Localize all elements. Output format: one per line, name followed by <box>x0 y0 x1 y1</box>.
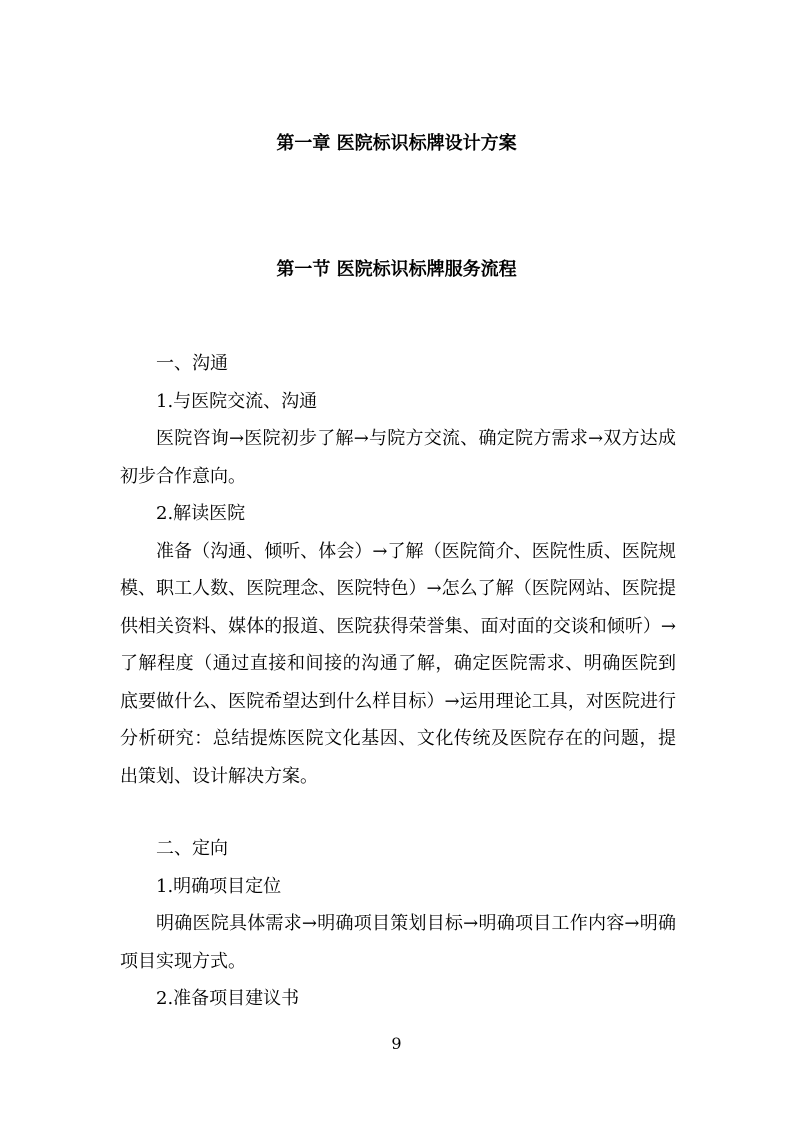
section-title: 第一节 医院标识标牌服务流程 <box>276 259 517 280</box>
part1-sub2-heading: 2.解读医院 <box>156 503 246 524</box>
part2-heading: 二、定向 <box>156 838 228 859</box>
part1-sub2-paragraph: 准备（沟通、倾听、体会）→了解（医院简介、医院性质、医院规模、职工人数、医院理念、医院特色）→怎么了解（医院网站、医院提供相关资料、媒体的报道、医院获得荣誉集、面对面的交谈和倾听）→了解程度（通过直接和间接的沟通了解，确定医院需求、明确医院到底要做什么、医院希望达到什么样目标）→运用理论工具，对医院进行分析研究：总结提炼医院文化基因、文化传统及医院存在的问题，提出策划、设计解决方案。 <box>120 540 676 787</box>
part2-sub1-paragraph: 明确医院具体需求→明确项目策划目标→明确项目工作内容→明确项目实现方式。 <box>120 913 676 972</box>
part2-sub2-heading: 2.准备项目建议书 <box>156 988 300 1009</box>
section-spacer <box>120 795 676 830</box>
part2-sub1-heading: 1.明确项目定位 <box>156 875 282 897</box>
chapter-title: 第一章 医院标识标牌设计方案 <box>276 133 517 154</box>
part1-sub1-heading: 1.与医院交流、沟通 <box>156 390 318 412</box>
page-number: 9 <box>391 1034 402 1053</box>
part1-sub1-paragraph: 医院咨询→医院初步了解→与院方交流、确定院方需求→双方达成初步合作意向。 <box>120 428 676 487</box>
part1-heading: 一、沟通 <box>156 353 228 374</box>
document-body <box>120 345 676 1018</box>
